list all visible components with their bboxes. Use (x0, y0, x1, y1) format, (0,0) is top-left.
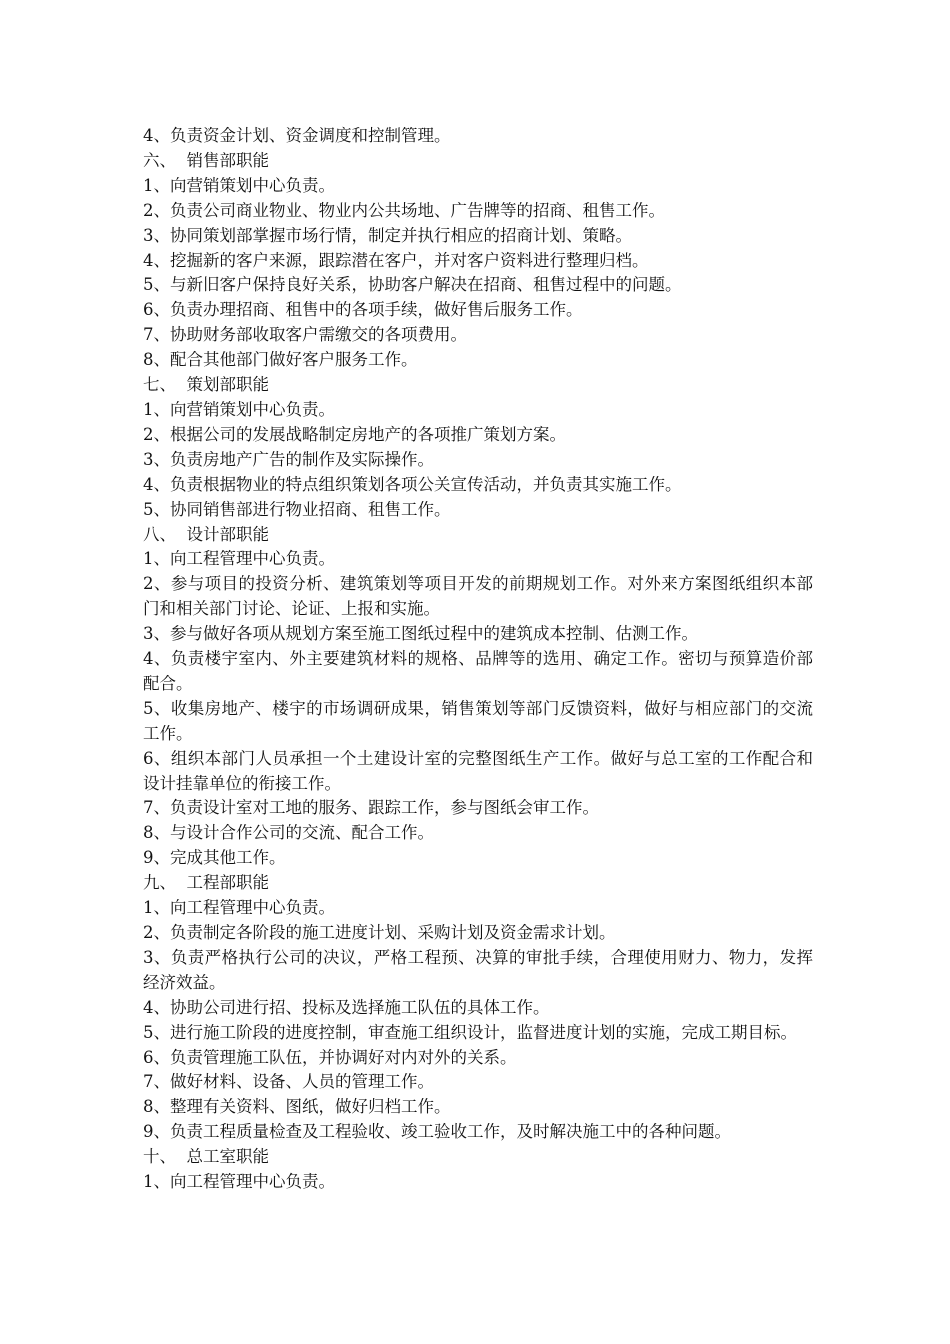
paragraph: 5、与新旧客户保持良好关系，协助客户解决在招商、租售过程中的问题。 (143, 275, 682, 295)
paragraph: 4、挖掘新的客户来源，跟踪潜在客户，并对客户资料进行整理归档。 (143, 250, 649, 270)
paragraph: 2、负责公司商业物业、物业内公共场地、广告牌等的招商、租售工作。 (143, 200, 665, 220)
paragraph: 3、协同策划部掌握市场行情，制定并执行相应的招商计划、策略。 (143, 225, 632, 245)
paragraph: 6、组织本部门人员承担一个土建设计室的完整图纸生产工作。做好与总工室的工作配合和设计挂靠单位的衔接工作。 (143, 748, 813, 793)
paragraph: 4、负责资金计划、资金调度和控制管理。 (143, 126, 451, 145)
paragraph: 9、负责工程质量检查及工程验收、竣工验收工作，及时解决施工中的各种问题。 (143, 1122, 731, 1142)
paragraph: 1、向营销策划中心负责。 (143, 175, 335, 195)
section-heading-design: 八、 设计部职能 (143, 524, 269, 544)
paragraph: 5、收集房地产、楼宇的市场调研成果，销售策划等部门反馈资料，做好与相应部门的交流工作。 (143, 698, 813, 743)
section-heading-planning: 七、 策划部职能 (143, 375, 269, 395)
paragraph: 5、协同销售部进行物业招商、租售工作。 (143, 499, 451, 519)
paragraph: 4、负责楼宇室内、外主要建筑材料的规格、品牌等的选用、确定工作。密切与预算造价部配合。 (143, 649, 813, 693)
paragraph: 3、负责房地产广告的制作及实际操作。 (143, 449, 434, 469)
paragraph: 6、负责办理招商、租售中的各项手续，做好售后服务工作。 (143, 300, 583, 320)
paragraph: 4、协助公司进行招、投标及选择施工队伍的具体工作。 (143, 997, 550, 1017)
paragraph: 9、完成其他工作。 (143, 848, 286, 868)
paragraph: 1、向工程管理中心负责。 (143, 898, 335, 918)
paragraph: 8、与设计合作公司的交流、配合工作。 (143, 823, 434, 843)
paragraph: 1、向工程管理中心负责。 (143, 549, 335, 569)
paragraph: 2、根据公司的发展战略制定房地产的各项推广策划方案。 (143, 424, 566, 444)
paragraph: 7、协助财务部收取客户需缴交的各项费用。 (143, 325, 467, 345)
paragraph: 5、进行施工阶段的进度控制，审查施工组织设计，监督进度计划的实施，完成工期目标。 (143, 1022, 797, 1042)
paragraph: 1、向营销策划中心负责。 (143, 399, 335, 419)
paragraph: 8、配合其他部门做好客户服务工作。 (143, 350, 418, 370)
paragraph: 3、负责严格执行公司的决议，严格工程预、决算的审批手续，合理使用财力、物力，发挥经济效益。 (143, 947, 813, 992)
paragraph: 7、负责设计室对工地的服务、跟踪工作，参与图纸会审工作。 (143, 798, 599, 818)
paragraph: 3、参与做好各项从规划方案至施工图纸过程中的建筑成本控制、估测工作。 (143, 624, 698, 644)
document-page (143, 124, 813, 1195)
paragraph: 4、负责根据物业的特点组织策划各项公关宣传活动，并负责其实施工作。 (143, 474, 682, 494)
section-heading-engineering: 九、 工程部职能 (143, 873, 269, 893)
section-heading-chief-engineer: 十、 总工室职能 (143, 1147, 269, 1167)
paragraph: 7、做好材料、设备、人员的管理工作。 (143, 1072, 434, 1092)
paragraph: 2、参与项目的投资分析、建筑策划等项目开发的前期规划工作。对外来方案图纸组织本部门和相关部门讨论、论证、上报和实施。 (143, 574, 813, 619)
section-heading-sales: 六、 销售部职能 (143, 150, 269, 170)
paragraph: 2、负责制定各阶段的施工进度计划、采购计划及资金需求计划。 (143, 923, 616, 942)
paragraph: 1、向工程管理中心负责。 (143, 1172, 335, 1192)
paragraph: 6、负责管理施工队伍，并协调好对内对外的关系。 (143, 1047, 517, 1067)
paragraph: 8、整理有关资料、图纸，做好归档工作。 (143, 1097, 451, 1117)
